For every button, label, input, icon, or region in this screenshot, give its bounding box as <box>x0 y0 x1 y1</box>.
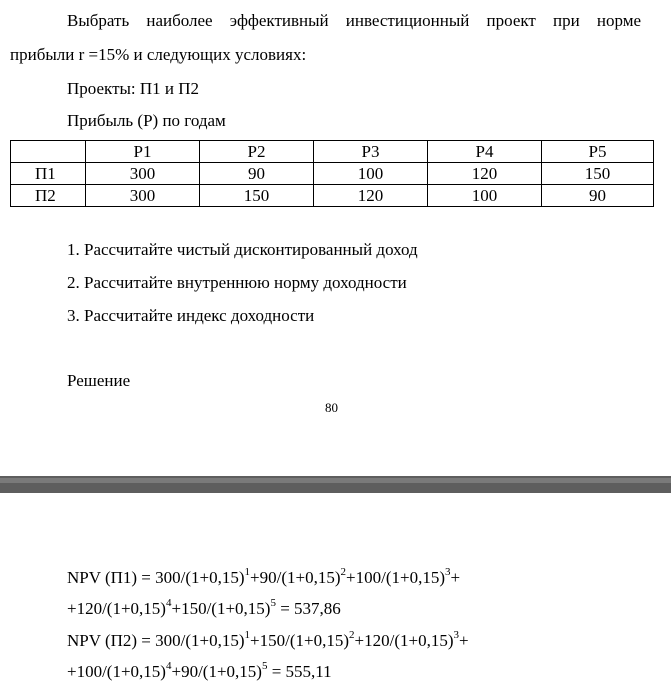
formula-npv2-line2 <box>67 662 332 682</box>
table-cell: 120 <box>314 185 428 207</box>
row-label: П1 <box>11 163 86 185</box>
exponent: 2 <box>340 566 347 579</box>
projects-line: Проекты: П1 и П2 <box>67 79 200 98</box>
page-divider <box>0 476 671 493</box>
formula-text: +150/(1+0,15) <box>171 599 271 618</box>
table-cell: 90 <box>542 185 654 207</box>
exponent: 3 <box>445 566 451 579</box>
task-2: 2. Рассчитайте внутреннюю норму доходности <box>67 273 407 292</box>
intro-line-2: прибыли r =15% и следующих условиях: <box>10 45 307 64</box>
formula-npv1-line1 <box>67 568 460 588</box>
formula-text: +150/(1+0,15) <box>250 631 350 650</box>
solution-heading: Решение <box>67 371 131 390</box>
row-label: П2 <box>11 185 86 207</box>
formula-text: + <box>450 568 461 587</box>
task-3: 3. Рассчитайте индекс доходности <box>67 306 315 325</box>
table-header-cell: P1 <box>86 141 200 163</box>
intro-line-1: Выбрать наиболее эффективный инвестиционный проект при норме <box>67 11 641 30</box>
formula-text: + <box>459 631 469 650</box>
table-header-cell <box>11 141 86 163</box>
table-cell: 90 <box>200 163 314 185</box>
table-header-cell: P3 <box>314 141 428 163</box>
formula-result: = 555,11 <box>267 662 332 681</box>
formula-text: +90/(1+0,15) <box>250 568 341 587</box>
formula-result: = 537,86 <box>275 599 341 618</box>
exponent: 1 <box>244 629 251 642</box>
table-cell: 100 <box>314 163 428 185</box>
formula-text: NPV (П1) = 300/(1+0,15) <box>67 568 245 587</box>
formula-npv1-line2 <box>67 599 341 619</box>
exponent: 4 <box>165 597 172 610</box>
table-row <box>11 163 654 185</box>
formula-text: +100/(1+0,15) <box>346 568 445 587</box>
table-cell: 100 <box>428 185 542 207</box>
formula-text: +120/(1+0,15) <box>67 599 166 618</box>
exponent: 2 <box>349 629 355 642</box>
page-number: 80 <box>325 400 338 415</box>
table-cell: 150 <box>542 163 654 185</box>
formula-text: +100/(1+0,15) <box>67 662 166 681</box>
table-header-cell: P2 <box>200 141 314 163</box>
exponent: 1 <box>244 566 251 579</box>
exponent: 5 <box>261 660 268 673</box>
table-header-cell: P4 <box>428 141 542 163</box>
table-cell: 300 <box>86 163 200 185</box>
table-cell: 120 <box>428 163 542 185</box>
table-row <box>11 185 654 207</box>
formula-npv2-line1 <box>67 631 469 651</box>
exponent: 4 <box>165 660 172 673</box>
exponent: 5 <box>270 597 276 610</box>
formula-text: NPV (П2) = 300/(1+0,15) <box>67 631 245 650</box>
table-header-cell: P5 <box>542 141 654 163</box>
table-cell: 150 <box>200 185 314 207</box>
profit-label: Прибыль (P) по годам <box>67 111 226 130</box>
exponent: 3 <box>453 629 459 642</box>
formula-text: +120/(1+0,15) <box>354 631 454 650</box>
table-cell: 300 <box>86 185 200 207</box>
table-header-row <box>11 141 654 163</box>
task-1: 1. Рассчитайте чистый дисконтированный доход <box>67 240 418 259</box>
formula-text: +90/(1+0,15) <box>171 662 262 681</box>
profit-table <box>10 140 654 207</box>
